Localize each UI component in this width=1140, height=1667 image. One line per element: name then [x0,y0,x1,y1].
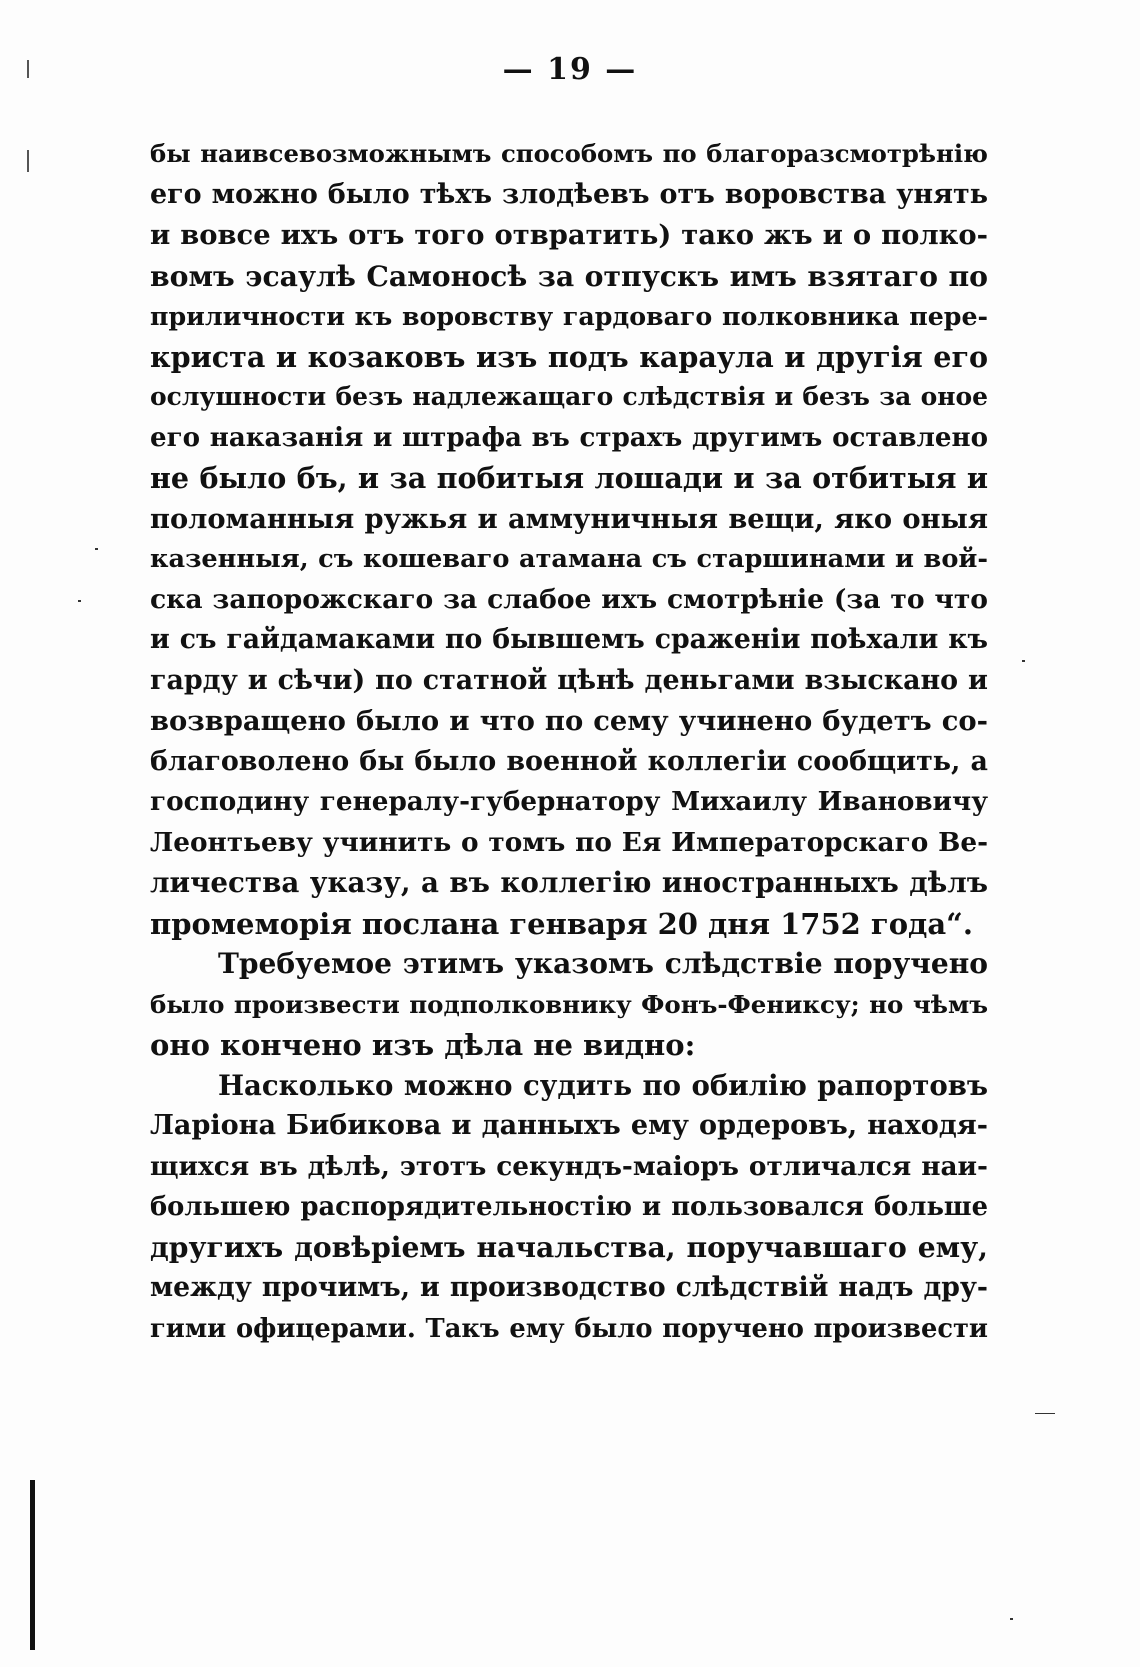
scan-speck [1010,1618,1013,1620]
text-line: ска запорожскаго за слабое ихъ смотрѣніе (за то что [150,583,988,615]
text-line: гими офицерами. Такъ ему было поручено произвести [150,1313,988,1344]
text-line: Леонтьеву учинить о томъ по Ея Императорскаго Ве- [150,826,988,858]
text-line: было произвести подполковнику Фонъ-Фениксу; но чѣмъ [150,989,988,1019]
scan-speck [1035,1413,1055,1414]
text-line: не было бъ, и за побитыя лошади и за отбитыя и [150,461,988,495]
text-line: возвращено было и что по сему учинено будетъ со- [150,705,988,737]
scan-speck [1022,660,1025,662]
text-line: Требуемое этимъ указомъ слѣдствіе поручено [218,947,988,980]
text-line: вомъ эсаулѣ Самоносѣ за отпускъ имъ взятаго по [150,258,988,293]
text-line: криста и козаковъ изъ подъ караула и другія его [150,339,988,374]
text-line: казенныя, съ кошеваго атамана съ старшинами и вой- [150,544,988,574]
text-line: оно кончено изъ дѣла не видно: [150,1028,696,1062]
text-line: большею распорядительностію и пользовался больше [150,1192,988,1222]
text-line: промеморія послана генваря 20 дня 1752 года“. [150,906,973,941]
text-line: Ларіона Бибикова и данныхъ ему ордеровъ, находя- [150,1110,988,1141]
body-text [150,134,988,1349]
page-number: — 19 — [502,52,638,87]
text-line: между прочимъ, и производство слѣдствій надъ дру- [150,1272,988,1303]
text-line: щихся въ дѣлѣ, этотъ секундъ-маіоръ отличался наи- [150,1150,988,1182]
text-line: благоволено бы было военной коллегіи сообщить, а [150,745,988,777]
text-line: другихъ довѣріемъ начальства, поручавшаго ему, [150,1230,988,1264]
text-line: ослушности безъ надлежащаго слѣдствія и безъ за оное [150,382,988,411]
text-line: его можно было тѣхъ злодѣевъ отъ воровства унять [150,178,988,210]
text-line: поломанныя ружья и аммуничныя вещи, яко оныя [150,502,988,535]
text-line: приличности къ воровству гардоваго полковника пере- [150,301,988,331]
text-line: господину генералу-губернатору Михаилу Ивановичу [150,786,988,817]
text-line: и вовсе ихъ отъ того отвратить) тако жъ и о полко- [150,219,988,251]
scan-speck [95,548,98,550]
scan-speck [78,600,81,602]
scan-mark [27,150,29,172]
text-line: гарду и сѣчи) по статной цѣнѣ деньгами взыскано и [150,664,988,696]
text-line: бы наивсевозможнымъ способомъ по благоразсмотрѣнію [150,139,988,168]
text-line: его наказанія и штрафа въ страхъ другимъ оставлено [150,422,988,453]
text-line: и съ гайдамаками по бывшемъ сраженіи поѣхали къ [150,624,988,655]
text-line: Насколько можно судить по обилію рапортовъ [218,1068,988,1102]
text-line: личества указу, а въ коллегію иностранныхъ дѣлъ [150,866,988,899]
scan-binding-edge [30,1480,35,1650]
